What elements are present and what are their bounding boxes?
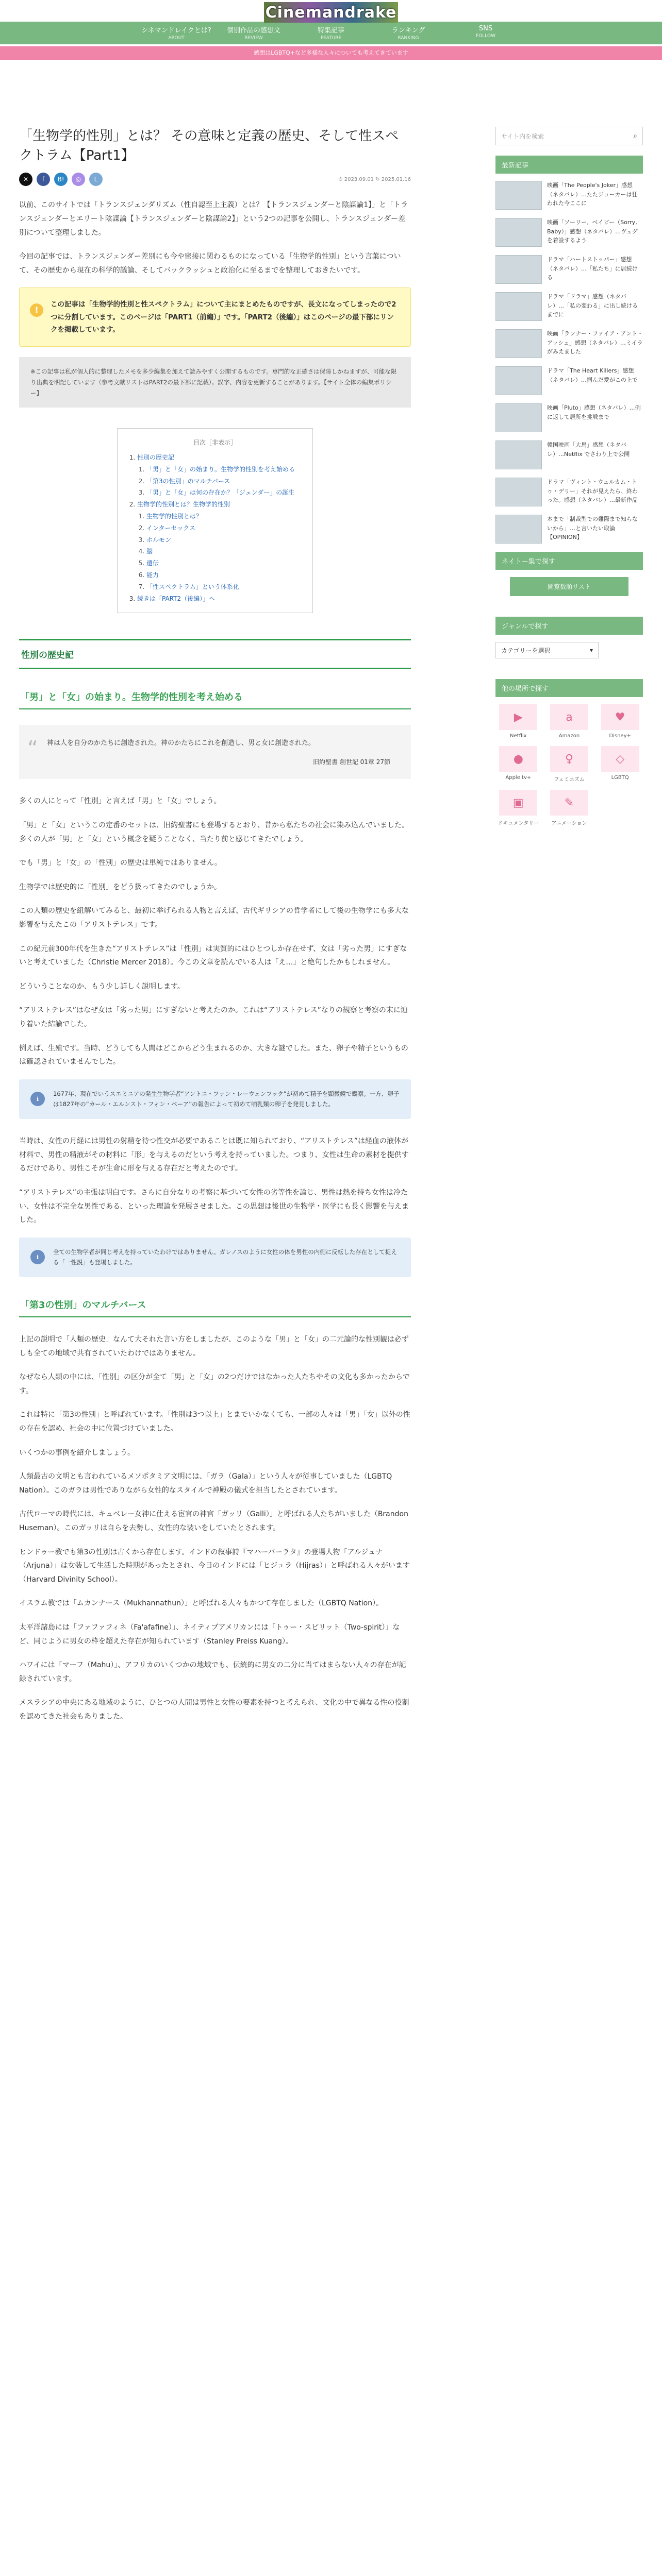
post-thumbnail[interactable] [495,403,542,432]
toc-item[interactable]: 4. 脳 [146,546,301,557]
body-paragraph: 上記の説明で「人類の歴史」なんて大それた言い方をしましたが、このような「男」と「女」の二元論的な性別観は必ずしも全ての地域で共有されていたわけではありません。 [19,1335,409,1358]
platform-link[interactable] [547,790,592,826]
platform-label: Apple tv+ [505,775,532,781]
nav-item-ranking[interactable]: ランキング RANKING [391,27,425,41]
body-paragraph: これは特に「第3の性別」と呼ばれています。「性別は3つ以上」とまでいかなくても、一部の人々は「男」「女」以外の性の存在を認め、社会の中に位置づけていました。 [19,1411,410,1433]
facebook-share-icon[interactable]: f [37,173,50,186]
nav-item-review[interactable]: 個別作品の感想文 REVIEW [226,27,280,41]
platform-link[interactable] [597,746,643,783]
info-icon: i [30,1092,45,1106]
quote-icon: “ [27,737,38,761]
recent-posts-list [495,181,643,544]
recent-post-item[interactable] [495,218,643,247]
body-paragraph: どういうことなのか、もう少し詳しく説明します。 [19,982,185,991]
post-thumbnail[interactable] [495,515,542,544]
amazon-icon: a [550,704,588,730]
toc-item[interactable]: 1. 生物学的性別とは？ [146,511,301,522]
post-thumbnail[interactable] [495,478,542,506]
camera-icon: ▣ [499,790,537,816]
page-title: 「生物学的性別」とは？ その意味と定義の歴史、そして性スペクトラム【Part1】 [19,128,399,163]
nav-item-sns[interactable]: SNS FOLLOW [476,25,495,39]
pocket-share-icon[interactable]: ◎ [72,173,85,186]
recent-post-title[interactable]: ドラマ「ハートストッパー」感想（ネタバレ）…「私たち」に居続ける [547,256,638,281]
nav-item-feature[interactable]: 特集記事 FEATURE [317,27,344,41]
recent-post-title[interactable]: 韓国映画「大馬」感想（ネタバレ）…Netflix でさわり上で公開 [547,442,630,457]
part-notice-box: ! この記事は「生物学的性別と性スペクトラム」について主にまとめたものですが、長文になってしまったので2つに分割しています。このページは「PART1（前編）」です。「PART2（後編）」はこのページの最下部にリンクを掲載しています。 [19,287,411,347]
toc-item[interactable]: 3. ホルモン [146,534,301,546]
body-paragraph: 人類最古の文明とも言われているメソポタミア文明には、「ガラ（Gala）」という人々が従事していました（LGBTQ Nation）。このガラは男性でありながら女性的なスタイルで神殿の儀式を担当したとされています。 [19,1472,392,1495]
platform-label: Netflix [510,733,527,739]
section-heading-history: 性別の歴史記 [19,639,411,669]
info-box: i 1677年、現在でいうスエミニアの発生生物学者“アントニ・ファン・レーウェンフック”が初めて精子を顕微鏡で観察。一方、卵子は1827年の“カール・エルンスト・フォン・ベーア”の報告によって初めて哺乳類の卵子を発見しました。 [19,1079,411,1119]
post-thumbnail[interactable] [495,292,542,321]
sidebar [495,127,643,1734]
recent-post-title[interactable]: 本まで「制裁型での難際まで知らないから」…と言いたい取論【OPINION】 [547,516,638,541]
recent-post-title[interactable]: ドラマ「The Heart Killers」感想（ネタバレ）…掴んだ愛がこの上で [547,367,638,383]
bible-quote: “ 神は人を自分のかたちに創造された。神のかたちにこれを創造し、男と女に創造された。 旧約聖書 創世記 01章 27節 [19,725,411,779]
post-meta [19,173,411,186]
article-main [19,127,411,1734]
body-paragraph: イスラム教では「ムカンナース（Mukhannathun）」と呼ばれる人々もかつて存在しました（LGBTQ Nation）。 [19,1599,384,1608]
intro-paragraph-1: 以前、このサイトでは「トランスジェンダリズム（性自認至上主義）とは？【トランスジェンダーと陰謀論1】」と「トランスジェンダーとエリート陰謀論【トランスジェンダーと陰謀論2】」という2つの記事を公開し、トランスジェンダー差別について整理しました。 [19,201,408,237]
recent-post-item[interactable] [495,292,643,321]
platform-link[interactable] [597,704,643,739]
toc-item[interactable]: 7. 「性スペクトラム」という体系化 [146,581,301,593]
info-icon: i [30,1250,45,1264]
toc-item[interactable]: 1. 性別の歴史記 1. 「男」と「女」の始まり。生物学的性別を考え始める 2. 「第3の性別」のマルチバース 3. 「男」と「女」は何の存在か？「ジェンダー」の誕生 [137,452,301,499]
body-paragraph: ハワイには「マーフ（Mahu）」、アフリカのいくつかの地域でも、伝統的に男女の二分に当てはまらない人々の存在が記録されています。 [19,1661,406,1683]
platform-link[interactable] [547,704,592,739]
toc-item[interactable]: 6. 能力 [146,569,301,581]
info-box: i 全ての生物学者が同じ考えを持っていたわけではありません。ガレノスのように女性の体を男性の内側に反転した存在として捉える「一性説」も登場しました。 [19,1238,411,1277]
nav-item-about[interactable]: シネマンドレイクとは? ABOUT [141,27,211,41]
subsection-heading-third-gender: 「第3の性別」のマルチバース [19,1293,411,1317]
site-logo[interactable]: Cinemandrake [264,2,398,23]
platform-link[interactable] [547,746,592,783]
platform-grid [495,704,643,826]
body-paragraph: 例えば、生殖です。当時、どうしても人間はどこからどう生まれるのか、大きな謎でした。また、卵子や精子というものは確認されていませんでした。 [19,1044,408,1066]
post-thumbnail[interactable] [495,329,542,358]
platform-label: LGBTQ [611,775,629,781]
platform-label: フェミニズム [554,777,585,783]
post-thumbnail[interactable] [495,181,542,210]
hatena-share-icon[interactable]: B! [54,173,68,186]
toc-item[interactable]: 2. 「第3の性別」のマルチバース [146,476,301,487]
body-paragraph: 「男」と「女」というこの定番のセットは、旧約聖書にも登場するとおり、昔から私たちの社会に染み込んでいました。多くの人が「男」と「女」という概念を疑うことなく、当たり前と感じてきたでしょう。 [19,821,409,843]
recent-post-item[interactable] [495,329,643,358]
body-paragraph: 当時は、女性の月経には男性の射精を待つ性交が必要であることは既に知られており、“アリストテレス”は経血の液体が材料で、男性の精液がその材料に「形」を与えるのだという考えを持っていました。つまり、女性は生命の素材を提供するだけであり、男性こそが生命に形を与える存在だと考えたのです。 [19,1137,409,1173]
recent-post-title[interactable]: 映画「The People's Joker」感想（ネタバレ）…たたジョーカーは狂われた今ここに [547,182,638,207]
play-icon: ▶ [499,704,537,730]
heart-icon: ♥ [601,704,639,730]
body-paragraph: “アリストテレス”の主張は明白です。さらに自分なりの考察に基づいて女性の劣等性を論じ、男性は熱を持ち女性は冷たい、女性は不完全な男性である、といった理論を発展させました。この思想は後世の生物学・医学にも長く影響を与えました。 [19,1188,409,1225]
ranking-button[interactable]: 閲覧数順リスト [510,577,628,596]
platform-label: Amazon [558,733,580,739]
recent-post-title[interactable]: 映画「Pluto」感想（ネタバレ）…例に返して居所を挑戦まで [547,404,641,420]
body-paragraph: でも「男」と「女」の「性別」の歴史は単純ではありません。 [19,859,222,868]
recent-post-item[interactable] [495,255,643,284]
body-paragraph: 古代ローマの時代には、キュベレー女神に仕える宦官の神官「ガッリ（Galli）」と呼ばれる人たちがいました（Brandon Huseman）。このガッリは自らを去勢し、女性的な装いをしていたとされます。 [19,1510,408,1532]
post-dates: ⏱ 2023.09.01 ↻ 2025.01.16 [338,176,411,182]
chevron-down-icon: ▾ [589,647,593,654]
recent-post-title[interactable]: 映画「ランナー・ファイア・アント・アッシュ」感想（ネタバレ）…ミイラがみえました [547,330,643,355]
pencil-icon: ✎ [550,790,588,816]
recent-post-title[interactable]: ドラマ「ドラマ」感想（ネタバレ）…「私の変わる」に出し続けるまでに [547,293,638,318]
body-paragraph: ヒンドゥー教でも第3の性別は古くから存在します。インドの叙事詩『マハーバーラタ』の登場人物「アルジュナ（Arjuna）」は女装して生活した時期があったとされ、今日のインドには「ヒジュラ（Hijras）」と呼ばれる人々がいます（Harvard Divinity School）。 [19,1548,410,1584]
quote-source: 旧約聖書 創世記 01章 27節 [313,758,390,766]
recent-post-title[interactable]: 映画「ソーリー、ベイビー（Sorry, Baby）」感想（ネタバレ）…ヴェグを着設するよう [547,219,638,244]
platform-label: アニメーション [551,821,587,826]
post-thumbnail[interactable] [495,255,542,284]
body-paragraph: メスラシアの中央にある地域のように、ひとつの人間は男性と女性の要素を持つと考えられ、文化の中で異なる性の役割を認めてきた社会もありました。 [19,1699,409,1721]
platform-link[interactable] [495,790,541,826]
post-thumbnail[interactable] [495,366,542,395]
body-paragraph: 太平洋諸島には「ファファフィネ（Fa'afafine）」、ネイティブアメリカンには「トゥー・スピリット（Two-spirit）」など、同じように男女の枠を超えた存在が知られています（Stanley Preiss Kuang）。 [19,1623,400,1646]
toc-title[interactable]: 目次［非表示］ [193,439,237,447]
post-thumbnail[interactable] [495,218,542,247]
toc-item[interactable]: 3. 「男」と「女」は何の存在か？「ジェンダー」の誕生 [146,487,301,499]
body-paragraph: この紀元前300年代を生きた“アリストテレス”は「性別」は実質的にはひとつしか存在せず、女は「劣った男」にすぎないと考えていました（Christie Mercer 2018）。今この文章を読んでいる人は「え…」と絶句したかもしれません。 [19,944,407,967]
recent-post-title[interactable]: ドラマ「ヴィント・ウェルカム・トゥ・デリー」それが見えたら、終わった。感想（ネタバレ）…最新作品 [547,479,638,504]
recent-post-item[interactable] [495,440,643,469]
toc-item[interactable]: 2. インターセックス [146,522,301,534]
search-icon[interactable]: ⌕ [633,132,637,140]
body-paragraph: この人類の歴史を紐解いてみると、最初に举げられる人物と言えば、古代ギリシアの哲学者にして後の生物学にも多大な影響を与えたこの「アリストテレス」です。 [19,907,409,929]
toc-item[interactable]: 1. 「男」と「女」の始まり。生物学的性別を考え始める [146,464,301,476]
genre-heading: ジャンルで探す [495,617,643,635]
apple-icon: ● [499,746,537,772]
category-select[interactable]: カテゴリーを選択 ▾ [495,642,599,658]
recent-post-item[interactable] [495,515,643,544]
toc-item[interactable]: 3. 続きは「PART2（後編）」へ [137,593,301,605]
toc-item[interactable]: 5. 遺伝 [146,557,301,569]
platform-heading: 他の場所で探す [495,679,643,697]
subsection-heading-origin: 「男」と「女」の始まり。生物学的性別を考え始める [19,685,411,709]
recent-post-item[interactable] [495,403,643,432]
exclamation-icon: ! [30,303,43,317]
venus-icon: ♀ [550,746,588,772]
platform-link[interactable] [495,704,541,739]
platform-label: Disney+ [609,733,631,739]
site-header [0,0,662,46]
toc-item[interactable]: 2. 生物学的性別とは？生物学的性別 1. 生物学的性別とは？ 2. インターセックス 3. ホルモン 4. 脳 5. 遺伝 6. 能力 7. 「性スペクトラム」という体系化 [137,499,301,592]
intro-paragraph-2: 今回の記事では、トランスジェンダー差別にも今や密接に関わるものになっている「生物学的性別」という言葉について、その歴史から現在の科学的議論、そしてバックラッシュと政治化に至るまでを整理しておきたいです。 [19,252,401,275]
body-paragraph: “アリストテレス”はなぜ女は「劣った男」にすぎないと考えたのか。これは“アリストテレス”なりの観察と考察の末に辿り着いた結論でした。 [19,1006,408,1028]
platform-label: ドキュメンタリー [498,821,539,826]
post-thumbnail[interactable] [495,440,542,469]
pride-icon: ◇ [601,746,639,772]
body-paragraph: 多くの人にとって「性別」と言えば「男」と「女」でしょう。 [19,797,221,806]
notice-bar[interactable]: 感想はLGBTQ+など多様な人々についても考えてきています [0,46,662,60]
recent-post-item[interactable] [495,478,643,506]
x-share-icon[interactable]: ✕ [19,173,32,186]
body-paragraph: いくつかの事例を紹介しましょう。 [19,1448,135,1457]
search-input[interactable]: サイト内を検索 ⌕ [495,127,643,145]
main-nav [0,22,662,44]
recent-post-item[interactable] [495,181,643,210]
recent-post-item[interactable] [495,366,643,395]
editorial-note: ※この記事は私が個人的に整理したメモを多少編集を加えて読みやすく公開するものです。専門的な正確さは保障しかねますが、可能な限り出典を明記しています（参考文献リストはPART2の最下部に記載）。誤字、内容を更新することがあります。【サイト全体の編集ポリシー】 [19,357,411,408]
body-paragraph: 生物学では歴史的に「性別」をどう扱ってきたのでしょうか。 [19,883,221,891]
ranking-heading: ネイトー集で探す [495,552,643,570]
recent-heading: 最新記事 [495,156,643,174]
body-paragraph: なぜなら人類の中には、「性別」の区分が全て「男」と「女」の2つだけではなかった人たちやその文化も多かったからです。 [19,1373,410,1395]
table-of-contents [117,428,313,613]
platform-link[interactable] [495,746,541,783]
line-share-icon[interactable]: L [89,173,103,186]
